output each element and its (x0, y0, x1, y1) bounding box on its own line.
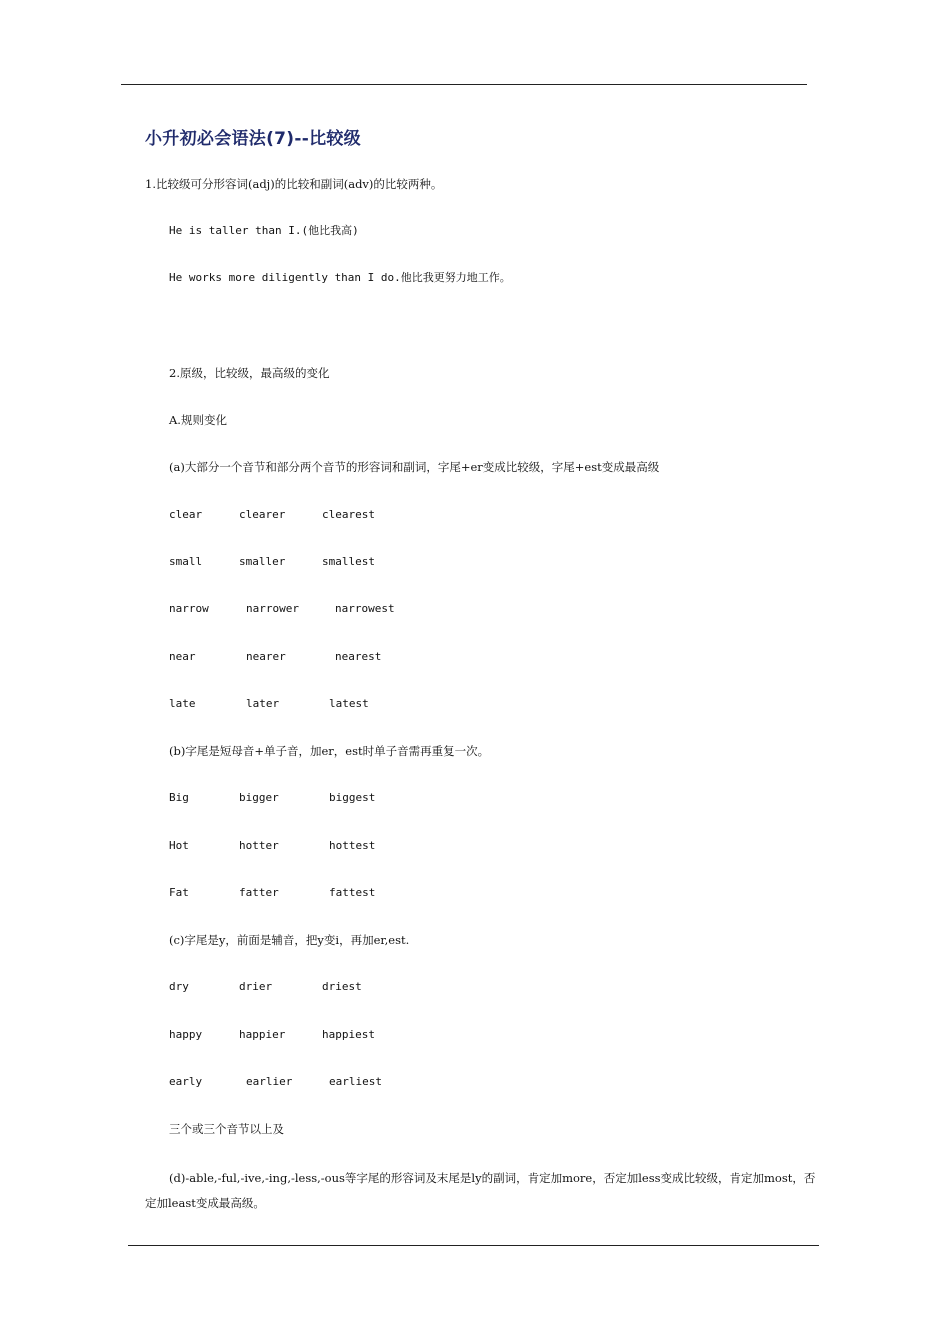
word-comparative: smaller (239, 555, 286, 568)
rule-c-text: (c)字尾是y，前面是辅音，把y变i，再加er,est. (169, 933, 410, 947)
word-comparative: hotter (239, 839, 279, 852)
word-row (169, 696, 469, 712)
word-row (169, 601, 469, 617)
word-comparative: later (246, 697, 280, 710)
word-row (169, 554, 469, 570)
word-row (169, 507, 469, 523)
word-base: late (169, 697, 196, 710)
example-1: He is taller than I.(他比我高) (169, 224, 359, 237)
word-superlative: narrowest (335, 602, 395, 615)
rule-a-text: (a)大部分一个音节和部分两个音节的形容词和副词，字尾+er变成比较级，字尾+est变成最高级 (169, 460, 660, 474)
word-base: narrow (169, 602, 209, 615)
page-title: 小升初必会语法(7)--比较级 (145, 129, 361, 149)
word-base: small (169, 555, 203, 568)
word-row (169, 979, 469, 995)
word-comparative: clearer (239, 508, 286, 521)
word-superlative: driest (322, 980, 362, 993)
word-base: happy (169, 1028, 203, 1041)
top-rule (121, 84, 807, 85)
word-row (169, 838, 469, 854)
example-2: He works more diligently than I do.他比我更努力地工作。 (169, 271, 511, 284)
three-syllable-text: 三个或三个音节以上及 (169, 1122, 284, 1136)
word-row (169, 1027, 469, 1043)
word-superlative: biggest (329, 791, 376, 804)
word-comparative: earlier (246, 1075, 293, 1088)
word-row (169, 790, 469, 806)
word-superlative: earliest (329, 1075, 382, 1088)
word-comparative: narrower (246, 602, 299, 615)
word-comparative: bigger (239, 791, 279, 804)
word-base: dry (169, 980, 189, 993)
word-superlative: hottest (329, 839, 376, 852)
word-comparative: fatter (239, 886, 279, 899)
word-superlative: latest (329, 697, 369, 710)
word-row (169, 885, 469, 901)
rule-d-paragraph: (d)-able,-ful,-ive,-ing,-less,-ous等字尾的形容词及末尾是ly的副词，肯定加more，否定加less变成比较级，肯定加most，否定加least变成最高级。 (145, 1171, 816, 1210)
intro-text: 1.比较级可分形容词(adj)的比较和副词(adv)的比较两种。 (145, 177, 443, 191)
word-superlative: nearest (335, 650, 382, 663)
word-base: Hot (169, 839, 189, 852)
word-superlative: smallest (322, 555, 375, 568)
word-base: Fat (169, 886, 189, 899)
rule-b-text: (b)字尾是短母音+单子音，加er，est时单子音需再重复一次。 (169, 744, 490, 758)
word-superlative: clearest (322, 508, 375, 521)
word-base: Big (169, 791, 189, 804)
word-base: clear (169, 508, 203, 521)
word-row (169, 1074, 469, 1090)
word-comparative: happier (239, 1028, 286, 1041)
section-a-heading: A.规则变化 (169, 413, 227, 427)
word-superlative: fattest (329, 886, 376, 899)
word-superlative: happiest (322, 1028, 375, 1041)
word-comparative: drier (239, 980, 273, 993)
section-2-heading: 2.原级，比较级，最高级的变化 (169, 366, 330, 380)
word-row (169, 649, 469, 665)
word-base: early (169, 1075, 203, 1088)
word-comparative: nearer (246, 650, 286, 663)
word-base: near (169, 650, 196, 663)
bottom-rule (128, 1245, 819, 1246)
